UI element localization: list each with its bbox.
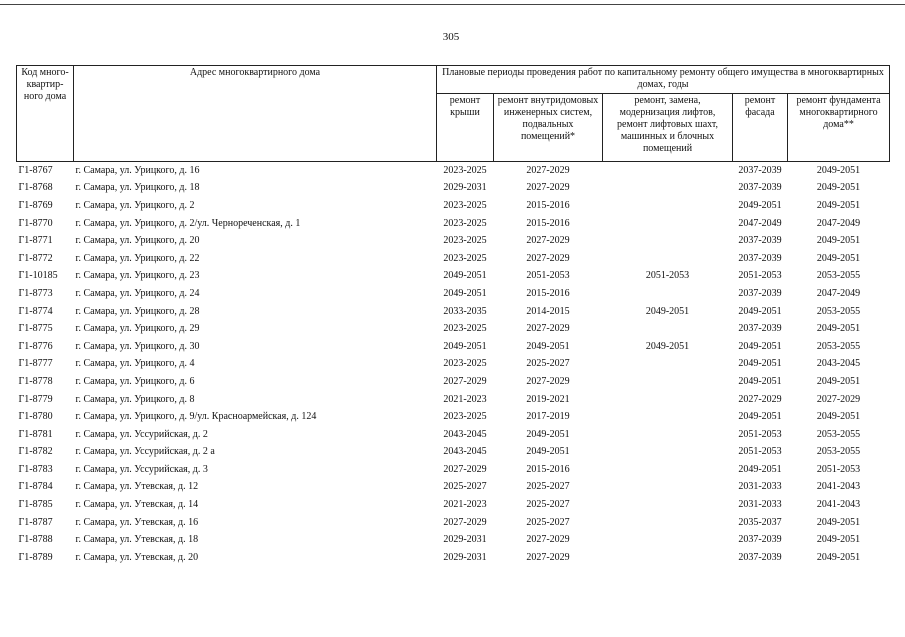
cell-elevators: 2049-2051 bbox=[645, 305, 690, 317]
cell-engineering: 2027-2029 bbox=[526, 551, 570, 563]
cell-address: г. Самара, ул. Урицкого, д. 16 bbox=[75, 164, 200, 176]
cell-elevators bbox=[603, 444, 733, 462]
cell-foundation: 2049-2051 bbox=[816, 182, 861, 194]
cell-facade: 2051-2053 bbox=[738, 446, 782, 458]
cell-elevators bbox=[603, 285, 733, 303]
cell-code: Г1-8768 bbox=[18, 182, 53, 194]
cell-address: г. Самара, ул. Урицкого, д. 4 bbox=[75, 358, 195, 370]
table-row bbox=[17, 250, 890, 268]
cell-address: г. Самара, ул. Утевская, д. 12 bbox=[75, 481, 199, 493]
cell-elevators bbox=[603, 531, 733, 549]
cell-code: Г1-10185 bbox=[18, 270, 58, 282]
cell-code: Г1-8788 bbox=[18, 534, 53, 546]
cell-roof: 2049-2051 bbox=[443, 287, 487, 299]
cell-roof: 2023-2025 bbox=[443, 323, 487, 335]
cell-roof: 2029-2031 bbox=[443, 182, 487, 194]
cell-roof: 2027-2029 bbox=[443, 516, 487, 528]
cell-foundation: 2047-2049 bbox=[816, 217, 861, 229]
cell-engineering: 2027-2029 bbox=[526, 375, 570, 387]
cell-address: г. Самара, ул. Урицкого, д. 22 bbox=[75, 252, 200, 264]
cell-code: Г1-8777 bbox=[18, 358, 53, 370]
cell-facade: 2049-2051 bbox=[738, 411, 782, 423]
table-wrapper bbox=[16, 65, 890, 567]
table-row bbox=[17, 338, 890, 356]
cell-engineering: 2025-2027 bbox=[526, 499, 570, 511]
cell-code: Г1-8780 bbox=[18, 411, 53, 423]
cell-foundation: 2041-2043 bbox=[816, 481, 861, 493]
cell-facade: 2051-2053 bbox=[738, 270, 782, 282]
cell-facade: 2037-2039 bbox=[738, 235, 782, 247]
cell-engineering: 2049-2051 bbox=[526, 446, 570, 458]
cell-elevators bbox=[603, 250, 733, 268]
cell-foundation: 2043-2045 bbox=[816, 358, 861, 370]
cell-elevators bbox=[603, 514, 733, 532]
cell-engineering: 2015-2016 bbox=[526, 463, 570, 475]
cell-address: г. Самара, ул. Утевская, д. 18 bbox=[75, 534, 199, 546]
cell-engineering: 2027-2029 bbox=[526, 164, 570, 176]
cell-facade: 2037-2039 bbox=[738, 287, 782, 299]
cell-roof: 2049-2051 bbox=[443, 270, 487, 282]
cell-facade: 2049-2051 bbox=[738, 305, 782, 317]
cell-roof: 2023-2025 bbox=[443, 411, 487, 423]
cell-code: Г1-8781 bbox=[18, 428, 53, 440]
cell-roof: 2023-2025 bbox=[443, 217, 487, 229]
header-periods-group: Плановые периоды проведения работ по капитальному ремонту общего имущества в многоквартирных домах, годы bbox=[437, 66, 890, 94]
cell-facade: 2035-2037 bbox=[738, 516, 782, 528]
cell-elevators bbox=[603, 373, 733, 391]
cell-engineering: 2015-2016 bbox=[526, 217, 570, 229]
cell-facade: 2049-2051 bbox=[738, 199, 782, 211]
cell-foundation: 2051-2053 bbox=[816, 463, 861, 475]
table-row bbox=[17, 356, 890, 374]
cell-code: Г1-8771 bbox=[18, 235, 53, 247]
table-row bbox=[17, 373, 890, 391]
cell-facade: 2049-2051 bbox=[738, 375, 782, 387]
cell-elevators bbox=[603, 496, 733, 514]
cell-foundation: 2053-2055 bbox=[816, 305, 861, 317]
cell-address: г. Самара, ул. Урицкого, д. 20 bbox=[75, 235, 200, 247]
cell-roof: 2021-2023 bbox=[443, 393, 487, 405]
cell-foundation: 2049-2051 bbox=[816, 516, 861, 528]
cell-engineering: 2051-2053 bbox=[526, 270, 570, 282]
table-row bbox=[17, 320, 890, 338]
cell-address: г. Самара, ул. Урицкого, д. 6 bbox=[75, 375, 195, 387]
cell-foundation: 2053-2055 bbox=[816, 428, 861, 440]
table-row bbox=[17, 426, 890, 444]
cell-facade: 2037-2039 bbox=[738, 534, 782, 546]
cell-engineering: 2027-2029 bbox=[526, 323, 570, 335]
table-row bbox=[17, 215, 890, 233]
table-row bbox=[17, 479, 890, 497]
cell-facade: 2049-2051 bbox=[738, 340, 782, 352]
cell-facade: 2037-2039 bbox=[738, 182, 782, 194]
cell-engineering: 2017-2019 bbox=[526, 411, 570, 423]
cell-facade: 2031-2033 bbox=[738, 499, 782, 511]
cell-roof: 2027-2029 bbox=[443, 463, 487, 475]
table-row bbox=[17, 549, 890, 567]
cell-elevators bbox=[603, 162, 733, 180]
cell-engineering: 2025-2027 bbox=[526, 516, 570, 528]
table-row bbox=[17, 496, 890, 514]
cell-address: г. Самара, ул. Урицкого, д. 24 bbox=[75, 287, 200, 299]
header-address: Адрес многоквартирного дома bbox=[74, 66, 437, 162]
cell-engineering: 2049-2051 bbox=[526, 428, 570, 440]
cell-facade: 2037-2039 bbox=[738, 551, 782, 563]
table-row bbox=[17, 514, 890, 532]
cell-foundation: 2049-2051 bbox=[816, 375, 861, 387]
cell-address: г. Самара, ул. Урицкого, д. 9/ул. Красноармейская, д. 124 bbox=[75, 411, 317, 423]
cell-foundation: 2049-2051 bbox=[816, 164, 861, 176]
cell-foundation: 2053-2055 bbox=[816, 270, 861, 282]
cell-code: Г1-8782 bbox=[18, 446, 53, 458]
cell-roof: 2025-2027 bbox=[443, 481, 487, 493]
cell-elevators bbox=[603, 461, 733, 479]
cell-facade: 2037-2039 bbox=[738, 323, 782, 335]
cell-foundation: 2049-2051 bbox=[816, 551, 861, 563]
cell-roof: 2023-2025 bbox=[443, 235, 487, 247]
cell-roof: 2049-2051 bbox=[443, 340, 487, 352]
cell-facade: 2031-2033 bbox=[738, 481, 782, 493]
cell-foundation: 2027-2029 bbox=[816, 393, 861, 405]
cell-roof: 2021-2023 bbox=[443, 499, 487, 511]
cell-roof: 2023-2025 bbox=[443, 199, 487, 211]
cell-roof: 2023-2025 bbox=[443, 164, 487, 176]
cell-address: г. Самара, ул. Утевская, д. 14 bbox=[75, 499, 199, 511]
header-facade: ремонт фасада bbox=[733, 94, 788, 162]
cell-elevators bbox=[603, 408, 733, 426]
cell-code: Г1-8769 bbox=[18, 199, 53, 211]
cell-foundation: 2049-2051 bbox=[816, 411, 861, 423]
cell-elevators: 2049-2051 bbox=[645, 340, 690, 352]
cell-roof: 2043-2045 bbox=[443, 446, 487, 458]
header-roof: ремонт крыши bbox=[437, 94, 494, 162]
cell-code: Г1-8787 bbox=[18, 516, 53, 528]
cell-foundation: 2053-2055 bbox=[816, 446, 861, 458]
table-row bbox=[17, 461, 890, 479]
table-row bbox=[17, 197, 890, 215]
cell-address: г. Самара, ул. Урицкого, д. 23 bbox=[75, 270, 200, 282]
cell-engineering: 2049-2051 bbox=[526, 340, 570, 352]
cell-engineering: 2014-2015 bbox=[526, 305, 570, 317]
cell-elevators bbox=[603, 232, 733, 250]
cell-engineering: 2015-2016 bbox=[526, 199, 570, 211]
table-row bbox=[17, 180, 890, 198]
table-row bbox=[17, 232, 890, 250]
cell-code: Г1-8784 bbox=[18, 481, 53, 493]
cell-elevators bbox=[603, 391, 733, 409]
cell-facade: 2049-2051 bbox=[738, 463, 782, 475]
cell-engineering: 2027-2029 bbox=[526, 235, 570, 247]
cell-elevators bbox=[603, 426, 733, 444]
cell-address: г. Самара, ул. Утевская, д. 16 bbox=[75, 516, 199, 528]
table-row bbox=[17, 444, 890, 462]
table-body bbox=[17, 162, 890, 567]
cell-roof: 2029-2031 bbox=[443, 534, 487, 546]
cell-engineering: 2019-2021 bbox=[526, 393, 570, 405]
cell-code: Г1-8779 bbox=[18, 393, 53, 405]
cell-elevators bbox=[603, 320, 733, 338]
cell-elevators: 2051-2053 bbox=[645, 270, 690, 282]
cell-facade: 2027-2029 bbox=[738, 393, 782, 405]
cell-address: г. Самара, ул. Урицкого, д. 18 bbox=[75, 182, 200, 194]
cell-elevators bbox=[603, 479, 733, 497]
cell-code: Г1-8770 bbox=[18, 217, 53, 229]
cell-elevators bbox=[603, 356, 733, 374]
cell-foundation: 2047-2049 bbox=[816, 287, 861, 299]
cell-engineering: 2027-2029 bbox=[526, 252, 570, 264]
cell-facade: 2049-2051 bbox=[738, 358, 782, 370]
cell-code: Г1-8767 bbox=[18, 164, 53, 176]
cell-address: г. Самара, ул. Урицкого, д. 2 bbox=[75, 199, 195, 211]
cell-facade: 2047-2049 bbox=[738, 217, 782, 229]
cell-roof: 2033-2035 bbox=[443, 305, 487, 317]
cell-elevators bbox=[603, 180, 733, 198]
cell-roof: 2043-2045 bbox=[443, 428, 487, 440]
cell-code: Г1-8773 bbox=[18, 287, 53, 299]
cell-engineering: 2025-2027 bbox=[526, 358, 570, 370]
top-rule bbox=[0, 4, 905, 5]
cell-code: Г1-8775 bbox=[18, 323, 53, 335]
cell-roof: 2029-2031 bbox=[443, 551, 487, 563]
cell-address: г. Самара, ул. Урицкого, д. 28 bbox=[75, 305, 200, 317]
cell-elevators bbox=[603, 549, 733, 567]
header-foundation: ремонт фундамента многоквартирного дома** bbox=[788, 94, 890, 162]
header-elevators: ремонт, замена, модернизация лифтов, ремонт лифтовых шахт, машинных и блочных помещений bbox=[603, 94, 733, 162]
cell-address: г. Самара, ул. Урицкого, д. 29 bbox=[75, 323, 200, 335]
cell-engineering: 2027-2029 bbox=[526, 182, 570, 194]
cell-code: Г1-8774 bbox=[18, 305, 53, 317]
cell-address: г. Самара, ул. Уссурийская, д. 3 bbox=[75, 463, 208, 475]
cell-engineering: 2025-2027 bbox=[526, 481, 570, 493]
cell-elevators bbox=[603, 215, 733, 233]
cell-address: г. Самара, ул. Уссурийская, д. 2 а bbox=[75, 446, 215, 458]
table-row bbox=[17, 531, 890, 549]
cell-foundation: 2053-2055 bbox=[816, 340, 861, 352]
table-row bbox=[17, 162, 890, 180]
page-number: 305 bbox=[442, 31, 460, 43]
cell-foundation: 2049-2051 bbox=[816, 252, 861, 264]
table-row bbox=[17, 268, 890, 286]
cell-code: Г1-8772 bbox=[18, 252, 53, 264]
cell-facade: 2037-2039 bbox=[738, 164, 782, 176]
cell-roof: 2027-2029 bbox=[443, 375, 487, 387]
capital-repair-schedule-table bbox=[16, 65, 890, 567]
cell-facade: 2037-2039 bbox=[738, 252, 782, 264]
cell-foundation: 2049-2051 bbox=[816, 323, 861, 335]
cell-code: Г1-8783 bbox=[18, 463, 53, 475]
cell-code: Г1-8785 bbox=[18, 499, 53, 511]
cell-elevators bbox=[603, 197, 733, 215]
cell-code: Г1-8778 bbox=[18, 375, 53, 387]
cell-address: г. Самара, ул. Урицкого, д. 2/ул. Чернореченская, д. 1 bbox=[75, 217, 301, 229]
cell-facade: 2051-2053 bbox=[738, 428, 782, 440]
cell-code: Г1-8776 bbox=[18, 340, 53, 352]
table-row bbox=[17, 303, 890, 321]
cell-address: г. Самара, ул. Утевская, д. 20 bbox=[75, 551, 199, 563]
header-code: Код много-квартир-ного дома bbox=[17, 66, 74, 162]
table-row bbox=[17, 285, 890, 303]
cell-address: г. Самара, ул. Урицкого, д. 30 bbox=[75, 340, 200, 352]
table-row bbox=[17, 391, 890, 409]
cell-code: Г1-8789 bbox=[18, 551, 53, 563]
cell-foundation: 2041-2043 bbox=[816, 499, 861, 511]
cell-foundation: 2049-2051 bbox=[816, 199, 861, 211]
cell-roof: 2023-2025 bbox=[443, 358, 487, 370]
cell-foundation: 2049-2051 bbox=[816, 235, 861, 247]
cell-foundation: 2049-2051 bbox=[816, 534, 861, 546]
header-engineering: ремонт внутридомовых инженерных систем, подвальных помещений* bbox=[494, 94, 603, 162]
cell-engineering: 2027-2029 bbox=[526, 534, 570, 546]
cell-address: г. Самара, ул. Уссурийская, д. 2 bbox=[75, 428, 208, 440]
cell-address: г. Самара, ул. Урицкого, д. 8 bbox=[75, 393, 195, 405]
cell-roof: 2023-2025 bbox=[443, 252, 487, 264]
table-row bbox=[17, 408, 890, 426]
cell-engineering: 2015-2016 bbox=[526, 287, 570, 299]
